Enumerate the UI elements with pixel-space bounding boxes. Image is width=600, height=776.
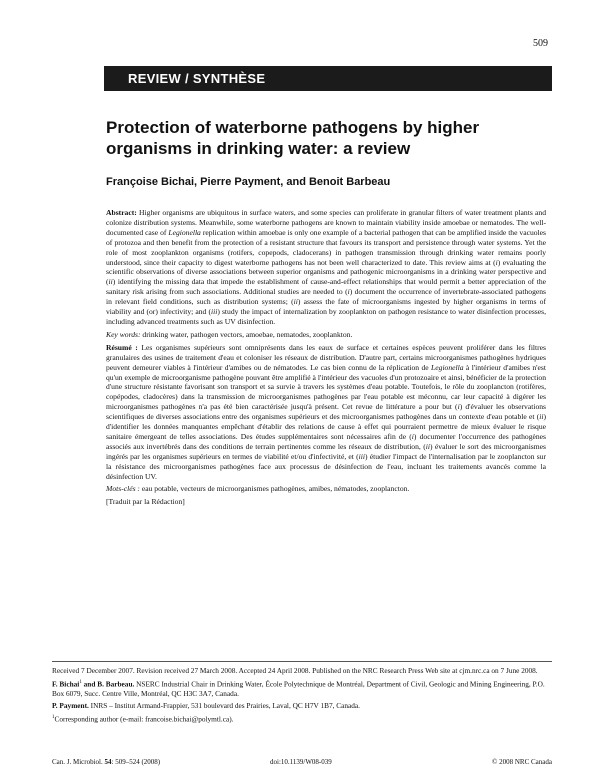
resume-text: Les organismes supérieurs sont omniprésents dans les eaux de surface et certaines espèces peuvent proliférer dans les filtres granulaires des usines de traitement d'eau et coloniser les réseaux de distribution. D'autre part, certains microorganismes pathogènes hydriques peuvent demeurer viables à l'intérieur d'amibes ou de nématodes. Le cas bien connu de la réplication de [106, 342, 547, 372]
corresponding-author [52, 713, 552, 724]
abstract-italic: Legionella [168, 227, 201, 237]
citation-line [52, 757, 552, 768]
affiliation-1 [52, 678, 552, 698]
translation-note: [Traduit par la Rédaction] [106, 497, 185, 507]
mots-cles-label: Mots-clés : [106, 484, 140, 494]
page-number: 509 [533, 38, 548, 49]
resume-italic: ii [425, 441, 430, 451]
author-list: Françoise Bichai, Pierre Payment, and Benoit Barbeau [106, 176, 391, 188]
resume-text: ) documenter l'occurrence des pathogènes associés aux invertébrés dans des conditions de terrain pertinentes comme les réseaux de distribution, ( [106, 431, 546, 451]
copyright: © 2008 NRC Canada [492, 758, 552, 766]
resume-text: ) évaluer le sort des microorganismes ingérés par les organismes supérieurs en termes de viabilité et/ou d'infectivité, et ( [106, 441, 546, 461]
corresponding-text: Corresponding author (e-mail: francoise.bichai@polymtl.ca). [54, 714, 234, 724]
affiliation-2-names: P. Payment. [52, 701, 89, 711]
journal-name: Can. J. Microbiol. [52, 758, 103, 766]
mots-cles [106, 484, 546, 494]
affiliation-2-text: INRS – Institut Armand-Frappier, 531 boulevard des Prairies, Laval, QC H7V 1B7, Canada. [88, 701, 360, 711]
resume-text: ) d'évaluer les observations scientifiques de diverses associations entre des organismes supérieurs et des microorganismes pathogènes dans un contexte d'eau potable et ( [106, 402, 546, 422]
received-dates: Received 7 December 2007. Revision received 27 March 2008. Accepted 24 April 2008. Published on the NRC Research Press Web site at cjm.nrc.ca on 7 June 2008. [52, 666, 538, 675]
affiliation-1-and: and B. Barbeau. [81, 679, 135, 689]
journal-volume: 54 [104, 758, 112, 766]
resume-italic: i [457, 402, 460, 412]
corresponding-sup: 1 [52, 715, 55, 721]
resume-italic: i [411, 431, 414, 441]
keywords [106, 330, 546, 340]
resume-italic: ii [539, 412, 544, 422]
abstract-italic: ii [108, 277, 113, 287]
abstract-italic: iii [210, 307, 218, 317]
affiliation-1-names: F. Bichai [52, 679, 80, 689]
resume-label: Résumé : [106, 342, 138, 352]
abstract-block [106, 208, 546, 510]
resume-italic: iii [358, 451, 365, 461]
footnote-rule [52, 661, 552, 662]
resume-italic: Legionella [431, 362, 464, 372]
abstract-text: ) assess the fate of microorganisms ingested by higher organisms in terms of viability and (or) infectivity; and ( [106, 297, 546, 317]
keywords-text: drinking water, pathogen vectors, amoebae, nematodes, zooplankton. [140, 329, 353, 339]
resume-text: ) étudier l'impact de l'internalisation par le zooplancton sur la résistance des microorganismes pathogènes face aux processus de désinfection de l'eau, incluant les traitements avancés comme la désinfection UV. [106, 451, 547, 481]
keywords-label: Key words: [106, 329, 141, 339]
abstract-italic: i [347, 287, 350, 297]
resume-text: ) d'identifier les données manquantes empêchant d'établir des relations de cause à effet qui pourraient permettre de mieux évaluer le risque sanitaire émergeant de telles associations. Des études supplémentaires sont nécessaires afin de ( [106, 412, 546, 441]
resume-paragraph [106, 343, 546, 482]
abstract-italic: ii [293, 297, 298, 307]
abstract-text: Higher organisms are ubiquitous in surface waters, and some species can proliferate in granular filters of water treatment plants and colonize distribution systems. Meanwhile, some waterborne pathogens are known to maintain viability inside amoebae or nematodes. The well-documented case of [106, 208, 546, 237]
journal-pages: : 509–524 (2008) [111, 758, 161, 766]
abstract-text: ) evaluating the scientific observations of diverse associations between superior organisms and pathogenic microorganisms in a drinking water perspective and ( [106, 257, 547, 287]
abstract-text: ) identifying the missing data that impede the establishment of cause-and-effect relationships that would permit a better appreciation of the sanitary risk arising from such associations. Additional studies are needed to ( [106, 277, 546, 297]
affiliation-2 [52, 701, 552, 710]
abstract-label: Abstract: [106, 208, 137, 217]
abstract-text: replication within amoebae is only one example of a bacterial pathogen that can be amplified inside the vacuoles of protozoa and then benefit from the protection of a resistant structure that favours its transport and persistence through water systems. Yet the role of most zooplankton organisms (rotifers, copepods, cladocerans) in pathogen transmission through drinking water remains poorly understood, since their capacity to digest waterborne pathogens has not been well characterized to date. This review aims at ( [106, 227, 546, 267]
section-banner: REVIEW / SYNTHÈSE [104, 66, 552, 91]
abstract-text: ) document the occurrence of invertebrate-associated pathogens in relevant field conditions, such as distribution systems; ( [106, 287, 546, 307]
journal-citation [52, 757, 160, 768]
article-title: Protection of waterborne pathogens by higher organisms in drinking water: a review [106, 118, 480, 158]
mots-cles-text: eau potable, vecteurs de microorganismes pathogènes, amibes, nématodes, zooplancton. [139, 484, 410, 494]
affiliation-1-sup: 1 [79, 680, 82, 686]
footnotes [52, 661, 552, 727]
abstract-text: ) study the impact of internalization by zooplankton on pathogen resistance to water disinfection processes, including advanced treatments such as UV disinfection. [106, 307, 546, 326]
abstract-italic: i [495, 257, 498, 267]
resume-text: à l'intérieur d'amibes n'est qu'un exemple de microorganisme pathogène pouvant être amplifié à l'intérieur des vacuoles d'un protozoaire et ainsi, bénéficier de la protection d'une structure résistante favorisant son transport et sa survie à travers les systèmes d'eau potable. Toutefois, le rôle du zooplancton (rotifères, copépodes, cladocères) dans la transmission de microorganismes pathogènes par l'eau potable est méconnu, car leur capacité à digérer les microorganismes pathogènes n'a pas été bien caractérisée jusqu'à présent. Cet revue de littérature a pour but ( [106, 362, 546, 412]
abstract-paragraph [106, 208, 546, 327]
doi: doi:10.1139/W08-039 [270, 758, 332, 766]
affiliation-1-text: NSERC Industrial Chair in Drinking Water, École Polytechnique de Montréal, Department of Civil, Geologic and Mining Engineering, P.O. Box 6079, Succ. Centre Ville, Montréal, QC H3C 3A7, Canada. [52, 679, 545, 698]
